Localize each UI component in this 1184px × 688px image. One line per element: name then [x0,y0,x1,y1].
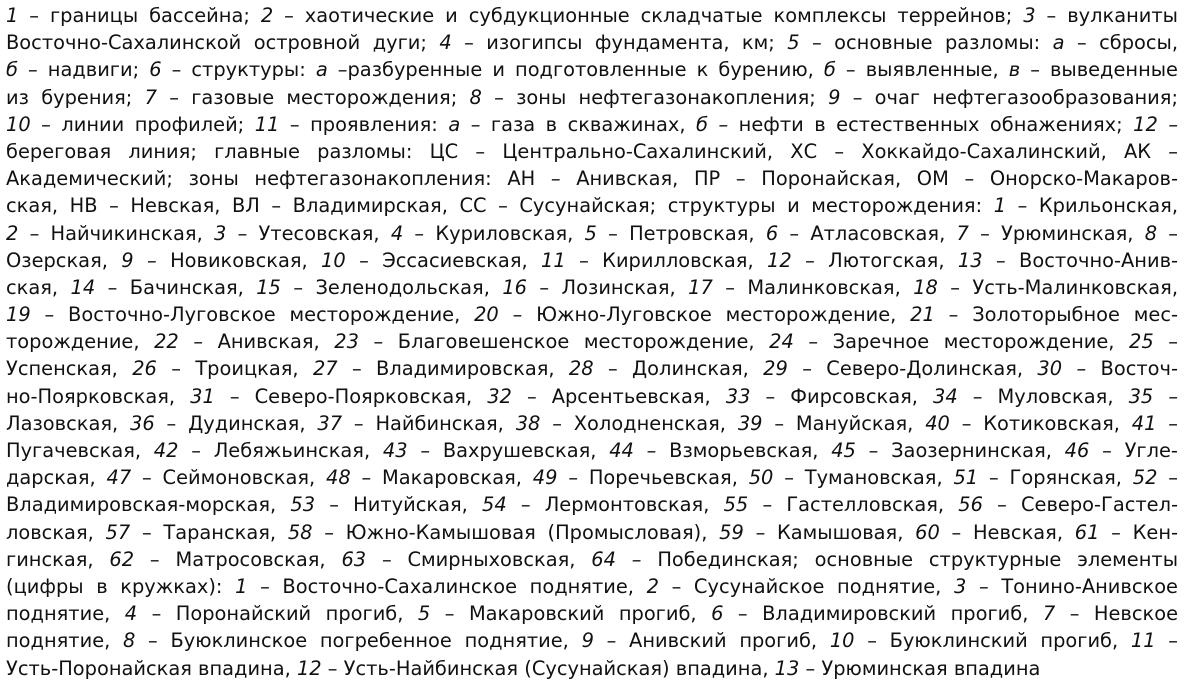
legend-item-marker: 17 [688,275,713,299]
legend-text-segment: – Усть-Найбинская (Сусунайская) впадина, [321,656,775,680]
legend-line [6,56,1178,83]
legend-text-segment: – [1157,112,1178,136]
legend-item-marker: в [1008,58,1021,82]
legend-item-marker: 15 [256,275,281,299]
legend-item-marker: 62 [109,547,135,571]
legend-text-segment: – Найчикинская, [18,221,214,245]
legend-text-segment: – Куриловская, [403,221,585,245]
legend-item-marker: 8 [123,629,136,653]
legend-item-marker: 2 [646,574,659,598]
legend-item-marker: 37 [317,411,343,435]
legend-item-marker: 3 [1023,4,1036,27]
legend-item-marker: 38 [515,411,541,435]
legend-text-segment: – Восточно-Анив- [982,248,1178,272]
legend-line [6,220,1178,247]
legend-text-segment: – Мануйская, [762,411,926,435]
legend-text-segment: Усть-Поронайская впадина, [6,656,297,680]
legend-line [6,546,1178,573]
legend-item-marker: 47 [106,466,132,490]
legend-item-marker: 13 [774,656,800,680]
legend-item-marker: 9 [581,629,594,653]
legend-text-segment: ловская, [6,520,106,544]
legend-item-marker: 23 [334,330,359,354]
legend-item-marker: 11 [254,112,280,136]
legend-item-marker: 1 [235,574,248,598]
legend-text-segment: – Невская, [939,520,1075,544]
legend-item-marker: а [315,58,328,82]
legend-text-segment: ская, НВ – Невская, ВЛ – Владимирская, СС – Сусунайская; структуры и месторождения: [6,194,994,218]
legend-item-marker: 43 [382,439,408,462]
legend-text-segment: – Кирилловская, [565,248,768,272]
legend-line [6,247,1178,274]
legend-text-segment: – Арсентьевская, [511,384,726,408]
legend-text-segment: – Северо-Гастел- [982,493,1178,517]
legend-item-marker: 48 [326,466,351,490]
legend-item-marker: 8 [469,85,482,109]
legend-text-segment: – Вахрушевская, [407,439,610,462]
legend-item-marker: 52 [1132,466,1158,490]
legend-text-segment: – Атласовская, [778,221,957,245]
legend-item-marker: 33 [725,384,751,408]
legend-text-segment: – Новиковская, [133,248,322,272]
legend-text-segment: – Горянская, [978,466,1133,490]
legend-line [6,165,1178,192]
legend-text-segment: – [1157,221,1178,245]
legend-item-marker: 22 [154,330,179,354]
legend-item-marker: 51 [953,466,979,490]
legend-text-segment: береговая линия; главные разломы: ЦС – Центрально-Сахалинский, ХС – Хоккайдо-Сахалинский, АК – [6,139,1178,163]
legend-item-marker: 57 [105,520,131,544]
legend-text-segment: – [1153,384,1178,408]
legend-item-marker: 53 [290,493,316,517]
legend-text-segment: – Угле- [1089,439,1178,462]
legend-item-marker: 41 [1131,411,1157,435]
legend-text-segment: – Холодненская, [540,411,738,435]
legend-text-segment: – Фирсовская, [750,384,933,408]
legend-item-marker: 32 [487,384,512,408]
legend-item-marker: 2 [260,4,274,27]
legend-item-marker: 9 [121,248,134,272]
map-legend-text [6,2,1178,682]
legend-item-marker: 45 [831,439,856,462]
legend-item-marker: 25 [1129,330,1154,354]
legend-text-segment: – газовые месторождения; [156,85,470,109]
legend-text-segment: – Дудинская, [154,411,318,435]
legend-text-segment: – Анивская, [178,330,335,354]
legend-item-marker: 27 [312,357,338,381]
legend-text-segment: – Макаровский прогиб, [430,602,712,626]
legend-item-marker: 20 [474,303,499,327]
legend-text-segment: – Найбинская, [342,411,516,435]
legend-line [6,573,1178,600]
legend-text-segment: Восточно-Сахалинской островной дуги; [6,31,440,55]
legend-item-marker: 35 [1128,384,1154,408]
legend-text-segment: ская, [6,275,71,299]
legend-item-marker: 29 [763,357,788,381]
legend-item-marker: 14 [70,275,96,299]
legend-item-marker: 50 [748,466,774,490]
legend-item-marker: а [448,112,461,136]
legend-text-segment: – Тонино-Анивское [966,574,1178,598]
legend-item-marker: 11 [541,248,566,272]
legend-text-segment: – Кен- [1099,520,1178,544]
legend-text-segment: – Долинская, [593,357,764,381]
legend-line [6,519,1178,546]
legend-item-marker: б [823,58,836,82]
legend-text-segment: – Макаровская, [350,466,533,490]
legend-text-segment: – Взморьевская, [633,439,832,462]
legend-text-segment: – вулканиты [1035,4,1178,27]
legend-item-marker: 12 [767,248,792,272]
legend-item-marker: 42 [153,439,179,462]
legend-item-marker: 6 [711,602,724,626]
legend-text-segment: – Сусунайское поднятие, [658,574,954,598]
legend-item-marker: 5 [417,602,431,626]
legend-text-segment: – изогипсы фундамента, км; [451,31,788,55]
legend-line [6,437,1178,464]
legend-text-segment: – Муловская, [957,384,1129,408]
legend-text-segment: – Благовешенское месторождение, [358,330,770,354]
legend-text-segment: – Заречное месторождение, [793,330,1130,354]
legend-item-marker: 36 [130,411,155,435]
legend-text-segment: – очаг нефтегазообразования; [840,85,1178,109]
legend-item-marker: 16 [502,275,527,299]
legend-text-segment: – Восточно-Сахалинское поднятие, [247,574,647,598]
legend-item-marker: 49 [532,466,558,490]
legend-item-marker: 9 [828,85,841,109]
legend-text-segment: – проявления: [279,112,449,136]
legend-item-marker: 26 [132,357,157,381]
legend-text-segment: – линии профилей; [30,112,255,136]
legend-text-segment: – Поречьевская, [557,466,749,490]
legend-line [6,464,1178,491]
legend-item-marker: 60 [915,520,940,544]
legend-text-segment: – Владимировский прогиб, [723,602,1043,626]
legend-item-marker: 5 [584,221,597,245]
legend-text-segment: – хаотические и субдукционные складчатые комплексы террейнов; [273,4,1024,27]
legend-item-marker: 1 [6,4,19,27]
legend-item-marker: 56 [958,493,983,517]
legend-text-segment: – Петровская, [596,221,766,245]
legend-text-segment: – Восточно-Луговское месторождение, [30,303,475,327]
legend-text-segment: Владимировская-морская, [6,493,291,517]
legend-item-marker: 10 [829,629,855,653]
legend-text-segment: – Смирныховская, [366,547,592,571]
legend-item-marker: 1 [993,194,1007,218]
legend-text-segment: – Малинковская, [712,275,914,299]
legend-item-marker: 34 [933,384,958,408]
legend-text-segment: – газа в скважинах, [460,112,697,136]
legend-text-segment: – Камышовая, [743,520,916,544]
legend-line [6,301,1178,328]
legend-item-marker: 61 [1074,520,1100,544]
legend-text-segment: – [1156,411,1178,435]
legend-text-segment: – Таранская, [130,520,288,544]
legend-text-segment: – выявленные, [835,58,1009,82]
legend-item-marker: 21 [910,303,935,327]
legend-text-segment: – Гастелловская, [748,493,959,517]
legend-text-segment: гинская, [6,547,110,571]
legend-text-segment: – Северо-Поярковская, [214,384,488,408]
legend-line [6,138,1178,165]
legend-text-segment: – Утесовская, [226,221,391,245]
legend-item-marker: 12 [296,656,322,680]
legend-text-segment: торождение, [6,330,155,354]
legend-text-segment: – Южно-Луговское месторождение, [498,303,911,327]
legend-item-marker: 4 [439,31,452,55]
legend-line [6,600,1178,627]
legend-item-marker: 18 [913,275,938,299]
legend-text-segment: – Крильонская, [1006,194,1178,218]
legend-item-marker: 4 [390,221,404,245]
legend-text-segment: – Бачинская, [95,275,257,299]
legend-text-segment: – Урюминская, [968,221,1145,245]
legend-item-marker: 13 [957,248,983,272]
legend-line [6,627,1178,654]
legend-item-marker: 10 [321,248,346,272]
legend-line [6,29,1178,56]
legend-text-segment: – надвиги; [17,58,150,82]
legend-text-segment: – [1153,330,1178,354]
legend-item-marker: 59 [719,520,744,544]
legend-text-segment: – выведенные [1020,58,1178,82]
legend-text-segment: – границы бассейна; [18,4,261,27]
legend-text-segment: – зоны нефтегазонакопления; [481,85,829,109]
legend-line [6,355,1178,382]
legend-text-segment: – Троицкая, [156,357,313,381]
legend-item-marker: 7 [1042,602,1056,626]
legend-text-segment: – Сеймоновская, [131,466,327,490]
legend-text-segment: – Буюклинский прогиб, [854,629,1131,653]
legend-item-marker: 4 [124,602,138,626]
legend-text-segment: Пугачевская, [6,439,154,462]
legend-item-marker: 31 [190,384,215,408]
legend-text-segment: – Лермонтовская, [506,493,724,517]
legend-item-marker: 3 [953,574,967,598]
legend-text-segment: – Побединская; основные структурные элементы [615,547,1178,571]
legend-item-marker: 44 [609,439,634,462]
legend-text-segment: – Поронайский прогиб, [137,602,418,626]
legend-text-segment: – нефти в естественных обнажениях; [707,112,1134,136]
legend-text-segment: – Анивский прогиб, [593,629,830,653]
legend-item-marker: 11 [1130,629,1156,653]
legend-item-marker: 40 [925,411,950,435]
legend-item-marker: б [696,112,708,136]
legend-text-segment: – Владимировская, [337,357,569,381]
legend-text-segment: –разбуренные и подготовленные к бурению, [327,58,824,82]
legend-item-marker: 7 [144,85,157,109]
legend-line [6,84,1178,111]
legend-item-marker: 12 [1133,112,1158,136]
legend-line [6,410,1178,437]
legend-item-marker: б [6,58,18,82]
legend-line [6,655,1178,682]
legend-text-segment: – [1157,466,1178,490]
legend-text-segment: – Буюклинское погребенное поднятие, [135,629,582,653]
legend-item-marker: 39 [737,411,763,435]
legend-text-segment: – Золоторыбное мес- [934,303,1178,327]
legend-item-marker: 2 [6,221,19,245]
legend-text-segment: – структуры: [161,58,316,82]
legend-text-segment: но-Поярковская, [6,384,191,408]
legend-text-segment: – Заозернинская, [855,439,1065,462]
legend-line [6,274,1178,301]
legend-line [6,383,1178,410]
legend-text-segment: – [1155,629,1178,653]
legend-text-segment: поднятие, [6,602,125,626]
legend-text-segment: – Нитуйская, [315,493,482,517]
legend-line [6,2,1178,29]
legend-item-marker: 6 [149,58,162,82]
legend-line [6,192,1178,219]
legend-text-segment: – сбросы, [1064,31,1178,55]
legend-line [6,111,1178,138]
legend-text-segment: поднятие, [6,629,123,653]
legend-text-segment: Успенская, [6,357,133,381]
legend-item-marker: 8 [1144,221,1158,245]
legend-text-segment: – Невское [1055,602,1178,626]
legend-text-segment: – Лебяжьинская, [178,439,383,462]
legend-text-segment: – Усть-Малинковская, [937,275,1178,299]
legend-item-marker: 28 [568,357,594,381]
legend-item-marker: 10 [6,112,31,136]
legend-text-segment: – Лютогская, [791,248,958,272]
legend-line [6,491,1178,518]
legend-item-marker: 55 [723,493,749,517]
legend-item-marker: 63 [341,547,367,571]
legend-text-segment: Лазовская, [6,411,131,435]
legend-text-segment: дарская, [6,466,107,490]
legend-text-segment: из бурения; [6,85,145,109]
legend-text-segment: – Южно-Камышовая (Промысловая), [312,520,720,544]
legend-item-marker: 24 [769,330,794,354]
legend-item-marker: 46 [1064,439,1090,462]
legend-text-segment: – Матросовская, [134,547,342,571]
legend-item-marker: 3 [213,221,227,245]
legend-item-marker: 5 [787,31,800,55]
legend-text-segment: – основные разломы: [799,31,1053,55]
legend-text-segment: – Котиковская, [949,411,1132,435]
legend-item-marker: а [1052,31,1065,55]
legend-line [6,328,1178,355]
legend-text-segment: – Восточ- [1062,357,1178,381]
legend-item-marker: 64 [591,547,616,571]
legend-item-marker: 7 [956,221,969,245]
legend-item-marker: 19 [6,303,31,327]
legend-text-segment: – Урюминская впадина [799,656,1041,680]
legend-text-segment: – Тумановская, [773,466,954,490]
legend-text-segment: – Эссасиевская, [345,248,542,272]
legend-text-segment: Озерская, [6,248,122,272]
legend-item-marker: 6 [765,221,779,245]
legend-text-segment: – Лозинская, [527,275,689,299]
legend-text-segment: (цифры в кружках): [6,574,236,598]
legend-item-marker: 58 [287,520,313,544]
legend-item-marker: 54 [481,493,507,517]
legend-item-marker: 30 [1037,357,1063,381]
legend-text-segment: Академический; зоны нефтегазонакопления: АН – Анивская, ПР – Поронайская, ОМ – Онорско-Макаров- [6,167,1178,191]
legend-text-segment: – Зеленодольская, [280,275,503,299]
legend-text-segment: – Северо-Долинская, [787,357,1038,381]
